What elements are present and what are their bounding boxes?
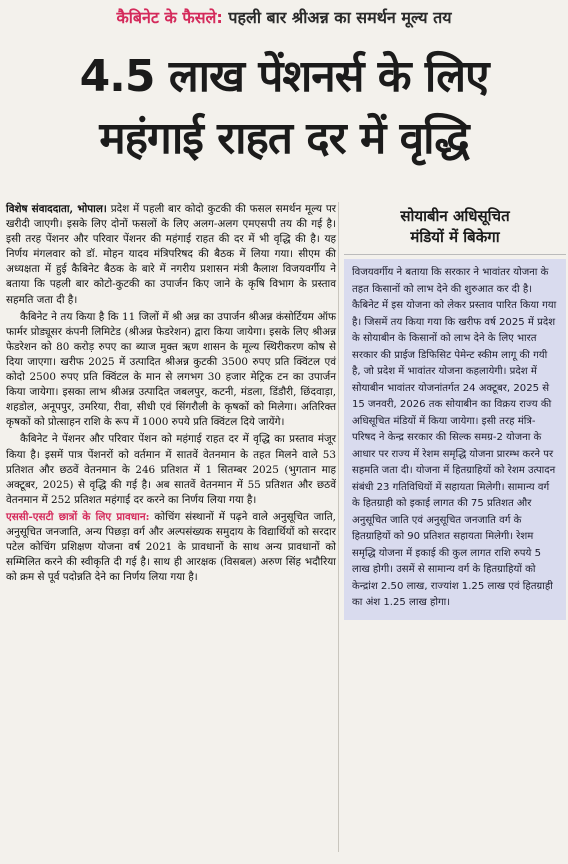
article-subhead: एससी-एसटी छात्रों के लिए प्रावधान: [6,510,150,523]
kicker-label: कैबिनेट के फैसले: [116,8,223,27]
kicker-text: पहली बार श्रीअन्न का समर्थन मूल्य तय [222,8,452,27]
headline-line-1: 4.5 लाख पेंशनर्स के लिए [79,51,489,102]
headline-line-2: महंगाई राहत दर में वृद्धि [99,113,469,164]
article-paragraph-1-text: प्रदेश में पहली बार कोदो कुटकी की फसल समर्थन मूल्य पर खरीदी जाएगी। इसके लिए दोनों फसलों के लिए अलग-अलग एमएसपी तय की गई है। इसी तरह पेंशनर और परिवार पेंशनर की महंगाई राहत की दर में भी वृद्धि की है। यह निर्णय मंगलवार को डॉ. मोहन यादव मंत्रिपरिषद की बैठक में लिया गया। सीएम की अध्यक्षता में हुई कैबिनेट बैठक के बारे में नगरीय प्रशासन मंत्री कैलाश विजयवर्गीय ने बताया कि पहली बार कोटो-कुटकी का उपार्जन किए जाने के कृषि विभाग के प्रस्ताव सहमति जता दी है। [6,203,337,306]
article-paragraph-2: कैबिनेट ने तय किया है कि 11 जिलों में श्री अन्न का उपार्जन श्रीअन्न कंसोर्टियम ऑफ फार्मर प्रोड्यूसर कंपनी लिमिटेड (श्रीअन्न फेडरेशन) द्वारा किया जायेगा। इसके लिए श्रीअन्न फेडरेशन को 80 करोड़ रुपए का ब्याज मुक्त ऋण शासन के मूल्य स्थिरीकरण कोष से दिया जाएगा। खरीफ 2025 में उत्पादित श्रीअन्न कुटकी 3500 रुपए प्रति क्विंटल एवं कोदो 2500 रुपए प्रति क्विंटल के मान से लगभग 30 हजार मेट्रिक टन का उपार्जन किया जायेगा। इसका लाभ श्रीअन्न उत्पादित जबलपुर, कटनी, मंडला, डिंडौरी, छिंदवाड़ा, शहडोल, अनूपपुर, उमरिया, रीवा, सीधी एवं सिंगरौली के कृषकों को मिलेगा। अतिरिक्त कृषकों को प्रोत्साहन राशि के रूप में 1000 रुपये प्रति क्विंटल दिये जायेंगे। [6,310,336,429]
sidebar-title [344,200,566,255]
main-article [6,202,336,587]
byline: विशेष संवाददाता, भोपाल। [6,203,107,215]
kicker-line [0,8,568,28]
sidebar-title-line-1: सोयाबीन अधिसूचित [400,207,510,225]
sidebar-story [344,200,566,620]
column-divider [338,202,339,852]
sidebar-title-line-2: मंडियों में बिकेगा [410,228,500,246]
article-paragraph-1 [6,202,336,308]
headline [0,46,568,170]
sidebar-body: विजयवर्गीय ने बताया कि सरकार ने भावांतर योजना के तहत किसानों को लाभ देने की शुरुआत कर दी है। कैबिनेट में इस योजना को लेकर प्रस्ताव पारित किया गया है। जिसमें तय किया गया कि खरीफ वर्ष 2025 में प्रदेश के सोयाबीन के किसानों को लाभ देने के लिए भारत सरकार की प्राईज डिफिसिट पेमेन्ट स्कीम लागू की गयी है, जो प्रदेश में भावांतर योजना कहलायेगी। प्रदेश में सोयाबीन भावांतर योजनांतर्गत 24 अक्टूबर, 2025 से 15 जनवरी, 2026 तक सोयाबीन का विक्रय राज्य की अधिसूचित मंडियों में किया जायेगा। इसी तरह मंत्रि-परिषद ने केन्द्र सरकार की सिल्क समग्र-2 योजना के आधार पर राज्य में रेशम समृद्धि योजना प्रारम्भ करने पर सहमति जता दी। योजना में हितग्राहियों को रेशम उत्पादन संबंधी 23 गतिविधियों में सहायता मिलेगी। सामान्य वर्ग के हितग्राही को इकाई लागत की 75 प्रतिशत और अनुसूचित जाति एवं अनुसूचित जनजाति वर्ग के हितग्राहियों को 90 प्रतिशत सहायता मिलेगी। रेशम समृद्धि योजना में इकाई की कुल लागत राशि रुपये 5 लाख होगी। उसमें से सामान्य वर्ग के हितग्राहियों को केन्द्रांश 2.50 लाख, राज्यांश 1.25 लाख एवं हितग्राही का अंश 1.25 लाख होगा। [344,259,566,620]
article-paragraph-4-text: कोचिंग संस्थानों में पढ़ने वाले अनुसूचित जाति, अनुसूचित जनजाति, अन्य पिछड़ा वर्ग और अल्पसंख्यक समुदाय के विद्यार्थियों को सरदार पटेल कोचिंग प्रशिक्षण योजना वर्ष 2021 के प्रावधानों के साथ अन्य प्रावधानों को सम्मिलित करने की स्वीकृति दी गई है। साथ ही आरक्षक (विसबल) अरुण सिंह भदौरिया को क्रम से पूर्व पदोन्नति देने का निर्णय लिया गया है। [6,510,336,584]
article-paragraph-4 [6,510,336,585]
article-paragraph-3: कैबिनेट ने पेंशनर और परिवार पेंशन को महंगाई राहत दर में वृद्धि का प्रस्ताव मंजूर किया है। इसमें पात्र पेंशनरों को वर्तमान में सातवें वेतनमान के तहत मिलने वाले 53 प्रतिशत और छठवें वेतनमान के 246 प्रतिशत में 1 सितम्बर 2025 (भुगतान माह अक्टूबर, 2025) से वृद्धि की गई है। अब सातवें वेतनमान में 55 प्रतिशत और छठवें वेतनमान में 252 प्रतिशत महंगाई दर करने का निर्णय लिया गया है। [6,433,336,506]
